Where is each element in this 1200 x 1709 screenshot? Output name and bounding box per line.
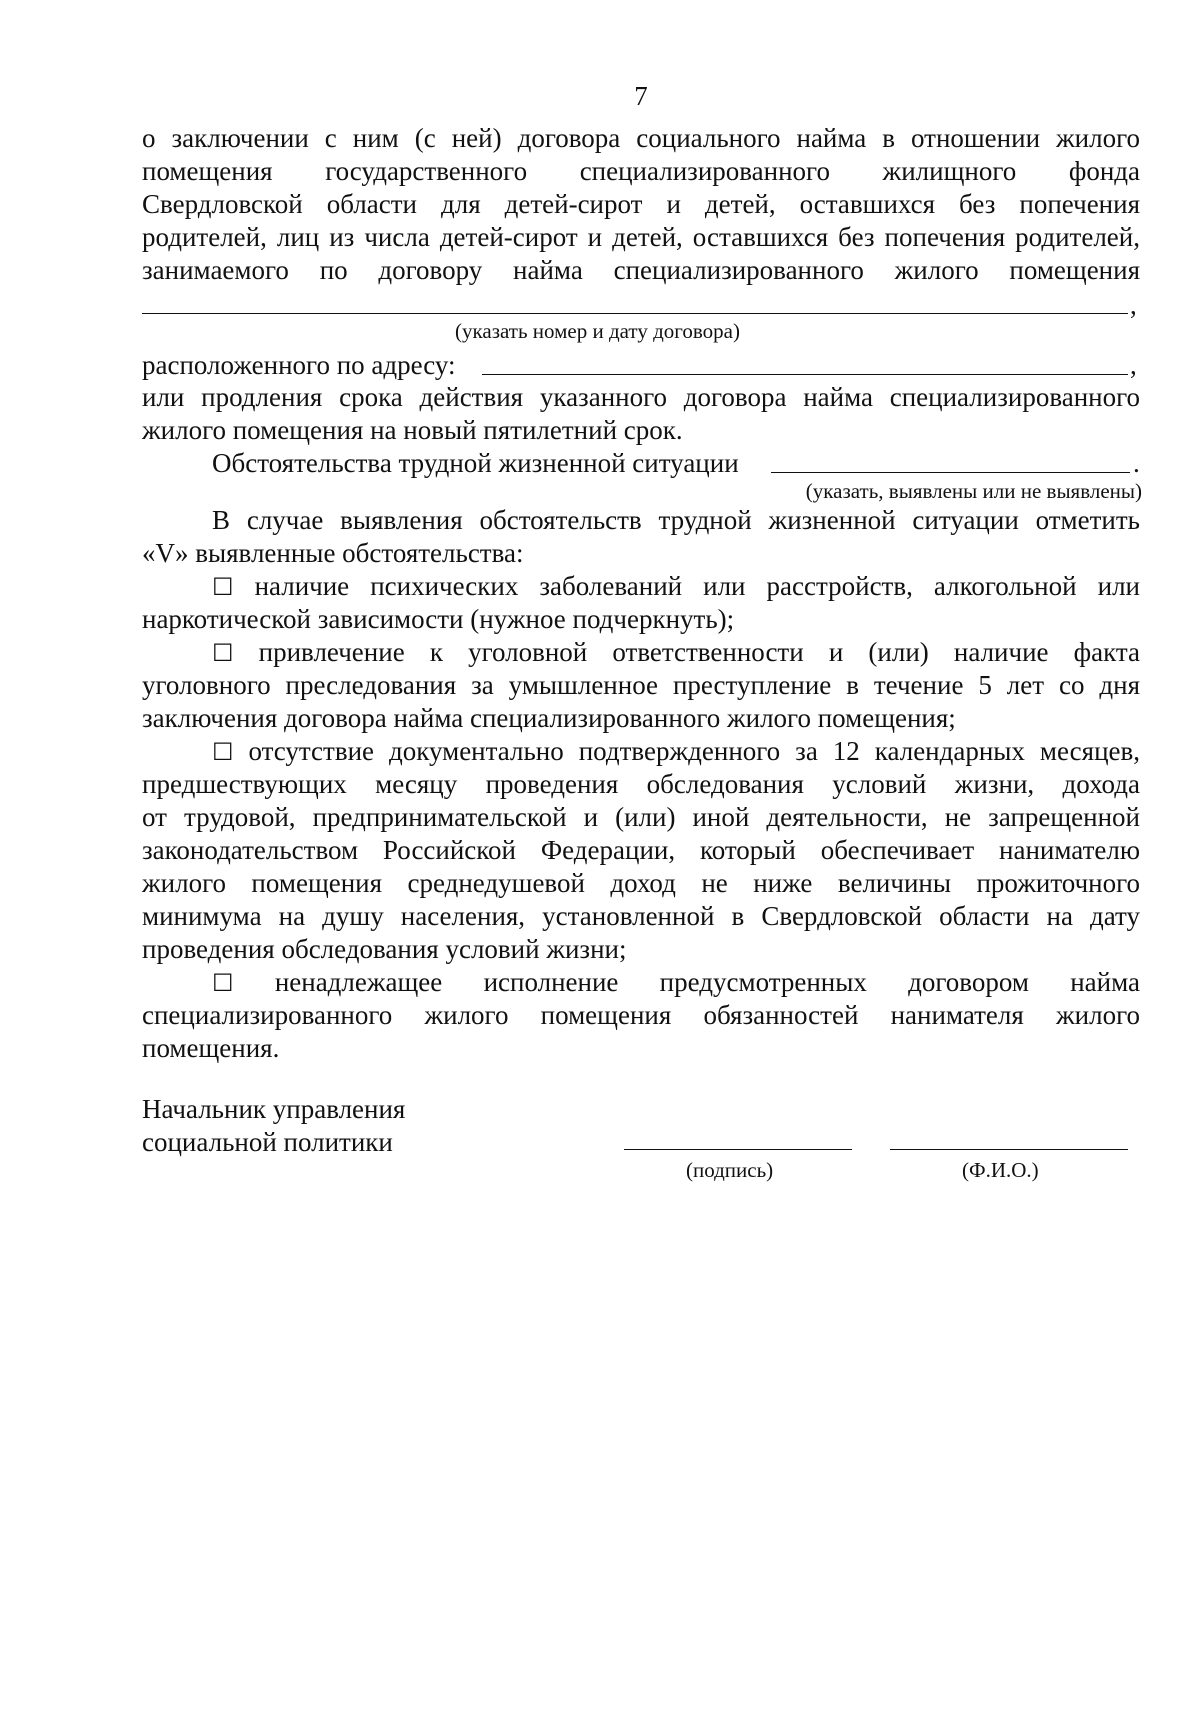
option-line: минимума на душу населения, установленной в Свердловской области на дату [142, 901, 1140, 931]
paragraph1-line: занимаемого по договору найма специализированного жилого помещения [142, 255, 1140, 285]
option-line: предшествующих месяцу проведения обследования условий жизни, дохода [142, 769, 1140, 799]
circumstances-hint: (указать, выявлены или не выявлены) [805, 479, 1142, 503]
circumstances-line [212, 447, 1140, 479]
paragraph1-line: родителей, лиц из числа детей-сирот и детей, оставшихся без попечения родителей, [142, 222, 1140, 252]
option-line: помещения. [142, 1033, 280, 1063]
paragraph2-line: жилого помещения на новый пятилетний срок. [142, 415, 683, 445]
option-line: проведения обследования условий жизни; [142, 934, 627, 964]
option-line: заключения договора найма специализированного жилого помещения; [142, 703, 956, 733]
paragraph2-line: или продления срока действия указанного договора найма специализированного [142, 382, 1140, 412]
page-number: 7 [634, 81, 648, 111]
option-line [212, 966, 1140, 999]
option-text: наличие психических заболеваний или расстройств, алкогольной или [254, 571, 1140, 601]
address-trailing-comma: , [1130, 350, 1137, 380]
signature-hint: (подпись) [686, 1158, 774, 1182]
option-line: жилого помещения среднедушевой доход не ниже величины прожиточного [142, 868, 1140, 898]
contract-hint: (указать номер и дату договора) [455, 319, 740, 343]
signatory-title-line: Начальник управления [142, 1094, 406, 1124]
option-line: законодательством Российской Федерации, который обеспечивает нанимателю [142, 835, 1140, 865]
address-label: расположенного по адресу: [142, 350, 456, 380]
option-line [212, 636, 1140, 669]
contract-number-blank [142, 313, 1128, 314]
contract-trailing-comma: , [1130, 290, 1137, 320]
address-line [142, 349, 1140, 381]
instruction-line: В случае выявления обстоятельств трудной жизненной ситуации отметить [212, 505, 1140, 535]
option-text: ненадлежащее исполнение предусмотренных договором найма [274, 967, 1140, 997]
circumstances-label: Обстоятельства трудной жизненной ситуации [212, 448, 739, 478]
circumstances-trailing: . [1133, 448, 1140, 478]
option-line [212, 735, 1140, 768]
paragraph1-line: Свердловской области для детей-сирот и детей, оставшихся без попечения [142, 189, 1140, 219]
name-blank [890, 1149, 1128, 1150]
signatory-title-line: социальной политики [142, 1127, 393, 1157]
checkbox-icon[interactable]: ☐ [212, 738, 234, 766]
address-blank [482, 374, 1128, 375]
checkbox-icon[interactable]: ☐ [212, 573, 234, 601]
option-line [212, 570, 1140, 603]
checkbox-icon[interactable]: ☐ [212, 969, 234, 997]
paragraph1-line: о заключении с ним (с ней) договора социального найма в отношении жилого [142, 123, 1140, 153]
instruction-line: «V» выявленные обстоятельства: [142, 538, 524, 568]
circumstances-blank [771, 472, 1130, 473]
checkbox-icon[interactable]: ☐ [212, 639, 234, 667]
paragraph1-line: помещения государственного специализированного жилищного фонда [142, 156, 1140, 186]
option-line: уголовного преследования за умышленное преступление в течение 5 лет со дня [142, 670, 1140, 700]
option-text: отсутствие документально подтвержденного за 12 календарных месяцев, [248, 736, 1140, 766]
option-line: наркотической зависимости (нужное подчеркнуть); [142, 604, 735, 634]
signature-blank [624, 1149, 852, 1150]
option-text: привлечение к уголовной ответственности и (или) наличие факта [258, 637, 1141, 667]
option-line: от трудовой, предпринимательской и (или) иной деятельности, не запрещенной [142, 802, 1140, 832]
name-hint: (Ф.И.О.) [962, 1158, 1039, 1182]
option-line: специализированного жилого помещения обязанностей нанимателя жилого [142, 1000, 1140, 1030]
